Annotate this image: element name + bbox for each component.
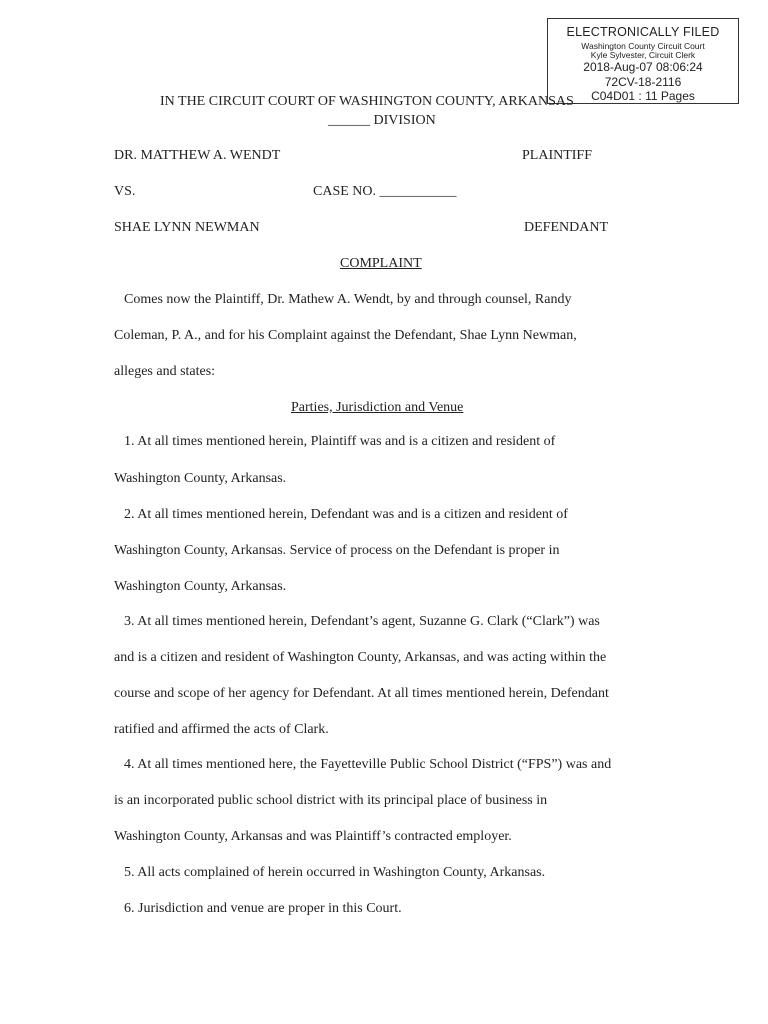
stamp-court: Washington County Circuit Court [581,41,705,51]
division-blank: ______ [328,113,370,128]
paragraph-line: Washington County, Arkansas and was Plaintiff’s contracted employer. [114,829,512,844]
paragraph-line: 1. At all times mentioned herein, Plaintiff was and is a citizen and resident of [124,434,556,449]
defendant-label: DEFENDANT [524,220,608,235]
versus: VS. [114,184,136,199]
paragraph-line: 4. At all times mentioned here, the Fayetteville Public School District (“FPS”) was and [124,757,612,772]
paragraph-line: and is a citizen and resident of Washington County, Arkansas, and was acting within the [114,650,607,665]
intro-line: Coleman, P. A., and for his Complaint against the Defendant, Shae Lynn Newman, [114,328,577,343]
case-number-line [313,185,457,199]
stamp-pages: C04D01 : 11 Pages [591,89,695,103]
paragraph-line: 6. Jurisdiction and venue are proper in this Court. [124,901,402,916]
document-title: COMPLAINT [340,256,422,271]
paragraph-line: 5. All acts complained of herein occurred in Washington County, Arkansas. [124,865,546,880]
defendant-name: SHAE LYNN NEWMAN [114,220,260,235]
paragraph-line: is an incorporated public school district with its principal place of business in [114,793,548,808]
stamp-clerk: Kyle Sylvester, Circuit Clerk [590,50,696,60]
stamp-datetime: 2018-Aug-07 08:06:24 [583,60,703,74]
paragraph-line: ratified and affirmed the acts of Clark. [114,722,329,737]
paragraph-line: course and scope of her agency for Defendant. At all times mentioned herein, Defendant [114,686,609,701]
intro-line: Comes now the Plaintiff, Dr. Mathew A. Wendt, by and through counsel, Randy [124,292,572,307]
paragraph-line: 2. At all times mentioned herein, Defendant was and is a citizen and resident of [124,507,568,522]
plaintiff-name: DR. MATTHEW A. WENDT [114,148,281,163]
plaintiff-label: PLAINTIFF [522,148,593,163]
section-heading: Parties, Jurisdiction and Venue [291,400,464,415]
case-number-blank: ___________ [379,184,457,199]
division-label: DIVISION [373,113,436,128]
paragraph-line: Washington County, Arkansas. [114,471,287,486]
paragraph-line: 3. At all times mentioned herein, Defendant’s agent, Suzanne G. Clark (“Clark”) was [124,614,600,629]
paragraph-line: Washington County, Arkansas. [114,579,287,594]
division-line [328,114,436,128]
stamp-title: ELECTRONICALLY FILED [566,25,720,39]
case-number-label: CASE NO. [313,184,377,199]
stamp-case-number: 72CV-18-2116 [604,75,682,89]
court-line: IN THE CIRCUIT COURT OF WASHINGTON COUNTY, ARKANSAS [160,94,574,109]
intro-line: alleges and states: [114,364,216,379]
filing-stamp [547,18,739,104]
paragraph-line: Washington County, Arkansas. Service of process on the Defendant is proper in [114,543,560,558]
